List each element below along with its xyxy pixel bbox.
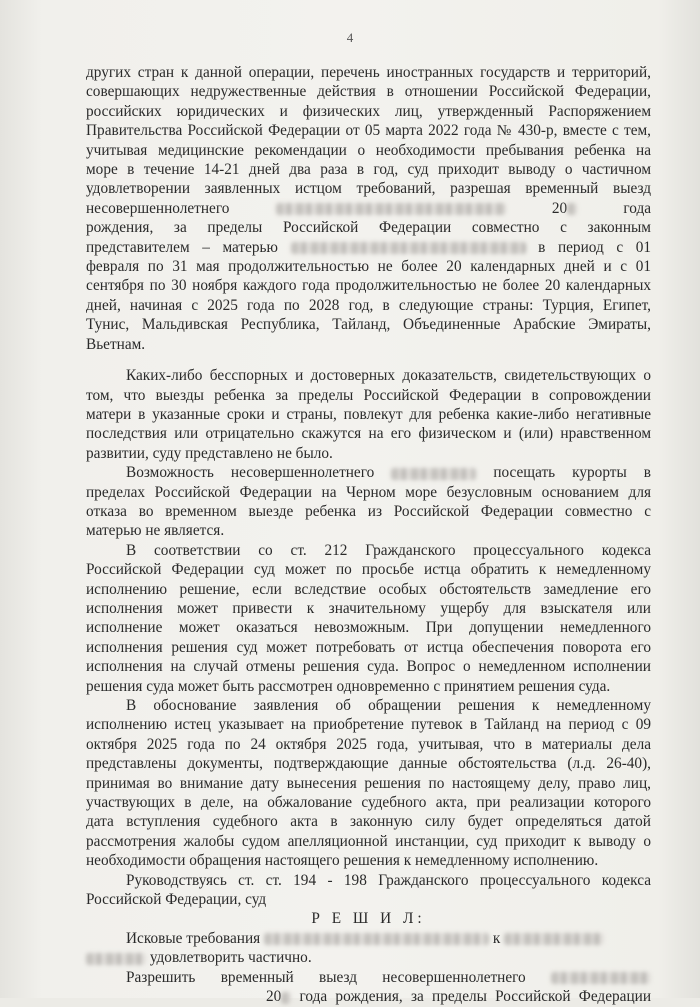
text-fragment: года рождения, за пределы Российской Федерации	[299, 988, 651, 1006]
text-line: исполнения на случай отмены решения суда. Вопрос о немедленном исполнении	[86, 658, 651, 676]
text-line: исполнения решения суд может потребовать от истца обеспечения поворота его	[86, 638, 651, 656]
text-line: Руководствуясь ст. ст. 194 - 198 Гражданского процессуального кодекса	[126, 871, 651, 889]
redacted-name	[504, 933, 604, 945]
text-line: совершающих недружественные действия в отношении Российской Федерации,	[86, 83, 651, 101]
text-line: развитии, суду представлено не было.	[86, 444, 333, 462]
text-line: учитывая медицинские рекомендации о необходимости пребывания ребенка на	[86, 141, 651, 159]
text-line: дней, начиная с 2025 года по 2028 год, в следующие страны: Турция, Египет,	[86, 296, 651, 314]
redacted-name	[264, 933, 489, 945]
text-line: море в течение 14-21 дней два раза в год, суд приходит выводу о частичном	[86, 161, 651, 179]
paragraph-immediate-execution	[86, 696, 651, 871]
text-line: исполнению решение, если вследствие особых обстоятельств замедление его	[86, 580, 651, 598]
text-line: рождения, за пределы Российской Федерации совместно с законным	[86, 219, 651, 237]
text-line: необходимости обращения настоящего решения к немедленному исполнению.	[86, 852, 599, 870]
text-line	[86, 929, 651, 948]
text-line: представлены документы, подтверждающие данные обстоятельства (л.д. 26-40),	[86, 755, 651, 773]
text-fragment: Исковые требования	[126, 929, 261, 947]
text-line: октября 2025 года по 24 октября 2025 года, учитывая, что в материалы дела	[86, 735, 651, 753]
text-line: Российской Федерации, суд	[86, 891, 267, 909]
text-line: удовлетворении заявленных истцом требований, разрешая временный выезд	[86, 180, 651, 198]
text-line	[86, 199, 651, 218]
text-line: дата вступления судебного акта в законную силу будет определяться датой	[86, 813, 651, 831]
text-line: отказа во временном выезде ребенка из Российской Федерации совместно с	[86, 502, 651, 520]
paragraph-resolution	[86, 929, 651, 1007]
paragraph-article-212	[86, 541, 651, 696]
text-line: участвующих в деле, на обжалование судебного акта, при реализации которого	[86, 794, 651, 812]
text-line: февраля по 31 мая продолжительностью не более 20 календарных дней и с 01	[86, 258, 651, 276]
text-line: сентября по 30 ноября каждого года продолжительностью не более 20 календарных	[86, 277, 651, 295]
text-line	[86, 238, 651, 257]
text-fragment: посещать курорты в	[493, 464, 651, 482]
text-fragment: 20	[266, 988, 282, 1006]
text-line: Вьетнам.	[86, 335, 146, 353]
redacted-name	[291, 242, 526, 254]
paragraph-black-sea	[86, 463, 651, 541]
text-line: российских юридических и физических лиц, утвержденный Распоряжением	[86, 102, 651, 120]
text-line: принимая во внимание дату вынесения решения по настоящему делу, право лиц,	[86, 774, 651, 792]
paragraph-travel-permission	[86, 63, 651, 354]
redacted-name	[391, 468, 476, 480]
text-line: том, что выезды ребенка за пределы Российской Федерации в сопровождении	[86, 386, 651, 404]
text-line: исполнения может привести к значительному ущербу для взыскателя или	[86, 599, 651, 617]
text-fragment: представителем – матерью	[86, 238, 278, 256]
text-fragment: удовлетворить частично.	[149, 949, 312, 967]
text-line	[86, 948, 651, 967]
paragraph-no-evidence	[86, 366, 651, 463]
text-line: В соответствии со ст. 212 Гражданского процессуального кодекса	[126, 541, 651, 559]
text-line: Каких-либо бесспорных и достоверных доказательств, свидетельствующих о	[126, 367, 651, 385]
text-line: Тунис, Мальдивская Республика, Тайланд, Объединенные Арабские Эмираты,	[86, 316, 651, 334]
text-fragment: Разрешить временный выезд несовершеннолетнего	[126, 968, 526, 986]
text-fragment: 20	[551, 199, 568, 217]
text-line: рассмотрения жалобы судом апелляционной инстанции, суд приходит к выводу о	[86, 832, 651, 850]
redacted-name	[551, 972, 651, 984]
text-line	[86, 463, 651, 482]
text-line: матери в указанные сроки и страны, повлекут для ребенка какие-либо негативные	[86, 405, 651, 423]
paragraph-guided-by	[86, 871, 651, 910]
text-line	[86, 968, 651, 987]
redacted-name	[276, 203, 506, 215]
text-fragment: Возможность несовершеннолетнего	[126, 464, 375, 482]
text-line: матерью не является.	[86, 522, 225, 540]
text-line: пределах Российской Федерации на Черном море безусловным основанием для	[86, 483, 651, 501]
text-line: Российской Федерации суд может по просьбе истца обратить к немедленному	[86, 561, 651, 579]
text-fragment: в период с 01	[538, 238, 652, 256]
redacted-name	[86, 953, 146, 965]
text-fragment: несовершеннолетнего	[86, 199, 230, 217]
text-line: исполнение может оказаться невозможным. При допущении немедленного	[86, 619, 651, 637]
text-line: Правительства Российской Федерации от 05 марта 2022 года № 430-р, вместе с тем,	[86, 122, 651, 140]
text-line: других стран к данной операции, перечень иностранных государств и территорий,	[86, 64, 651, 81]
text-line	[86, 987, 651, 1006]
text-line: В обоснование заявления об обращении решения к немедленному	[126, 697, 651, 714]
text-fragment: к	[492, 929, 501, 947]
text-line: решения суда может быть рассмотрен одновременно с принятием решения суда.	[86, 677, 611, 695]
text-line: исполнению истец указывает на приобретение путевок в Тайланд на период с 09	[86, 716, 651, 734]
redacted-year	[567, 203, 577, 215]
page-number: 4	[346, 30, 354, 45]
text-fragment: года	[623, 199, 652, 217]
document-body	[86, 63, 651, 1007]
resolved-heading: Р Е Ш И Л:	[311, 910, 426, 928]
text-line: последствия или отрицательно скажутся на его физическом и (или) нравственном	[86, 425, 651, 443]
